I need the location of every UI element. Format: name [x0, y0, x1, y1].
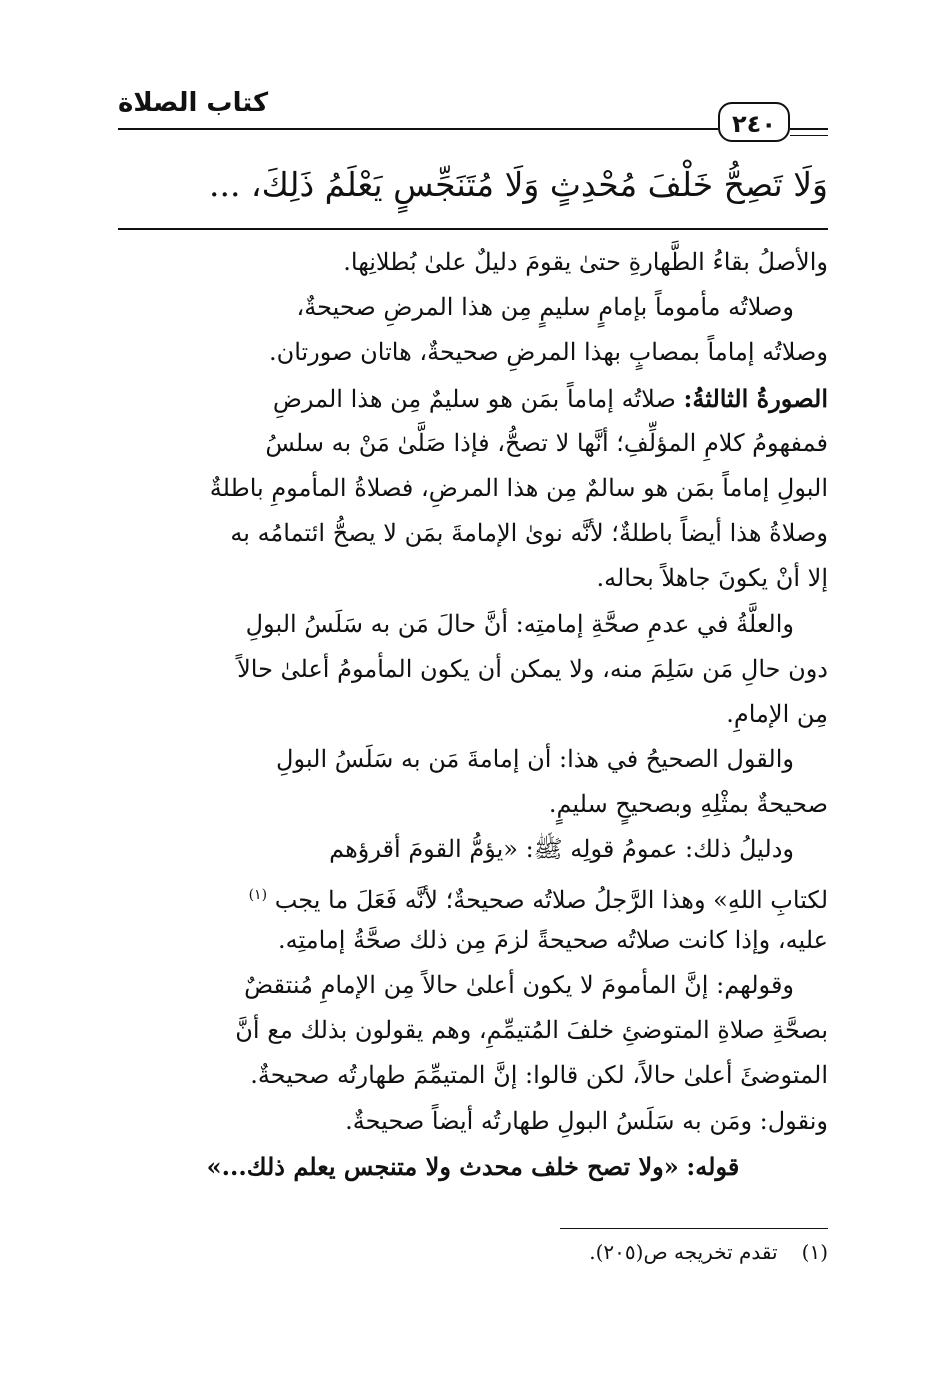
qawluh-quote: «ولا تصح خلف محدث ولا متنجس يعلم ذلك...» [206, 1151, 679, 1181]
body-line: والعلَّةُ في عدمِ صحَّةِ إمامتِه: أنَّ حالَ مَن به سَلَسُ البولِ [245, 609, 794, 638]
qawluh-line [118, 1144, 828, 1189]
third-case-label: الصورةُ الثالثةُ: [683, 383, 828, 413]
body-line: والقول الصحيحُ في هذا: أن إمامةَ مَن به سَلَسُ البولِ [276, 745, 794, 774]
body-line: ودليلُ ذلك: عمومُ قولِه ﷺ: «يؤمُّ القومَ أقرؤهم [329, 835, 794, 864]
body-line: بصحَّةِ صلاةِ المتوضئِ خلفَ المُتيمِّمِ، وهم يقولون بذلك مع أنَّ [235, 1016, 828, 1045]
body-line: وصلاةُ هذا أيضاً باطلةٌ؛ لأنَّه نوىٰ الإمامةَ بمَن لا يصحُّ ائتمامُه به [230, 519, 828, 548]
body-line: والأصلُ بقاءُ الطَّهارةِ حتىٰ يقومَ دليلٌ علىٰ بُطلانِها. [343, 248, 828, 276]
body-line-text: لكتابِ اللهِ» وهذا الرَّجلُ صلاتُه صحيحةٌ؛ لأنَّه فَعَلَ ما يجب [274, 885, 828, 914]
page-number: ٢٤٠ [718, 102, 790, 142]
commentary-body [118, 240, 828, 1189]
body-line: المتوضئَ أعلىٰ حالاً، لكن قالوا: إنَّ المتيمِّمَ طهارتُه صحيحةٌ. [250, 1061, 828, 1090]
header-rule [118, 128, 718, 130]
body-line: دون حالِ مَن سَلِمَ منه، ولا يمكن أن يكون المأمومُ أعلىٰ حالاً [237, 654, 828, 683]
header-rule-right-thin [790, 135, 828, 136]
footnote [400, 1232, 828, 1272]
body-line-text: صلاتُه إماماً بمَن هو سليمٌ مِن هذا المرضِ [272, 384, 676, 413]
body-line: وقولهم: إنَّ المأمومَ لا يكون أعلىٰ حالاً مِن الإمامِ مُنتقضٌ [244, 971, 794, 999]
footnote-text: تقدم تخريجه ص(٢٠٥). [589, 1240, 778, 1264]
body-line: البولِ إماماً بمَن هو سالمٌ مِن هذا المرضِ، فصلاةُ المأمومِ باطلةٌ [209, 473, 828, 502]
body-line: وصلاتُه إماماً بمصابٍ بهذا المرضِ صحيحةٌ، هاتان صورتان. [268, 338, 828, 367]
body-line: صحيحةٌ بمثْلِهِ وبصحيحٍ سليمٍ. [548, 790, 828, 819]
body-line-with-footnote [118, 873, 828, 918]
body-line: وصلاتُه مأموماً بإمامٍ سليمٍ مِن هذا المرضِ صحيحةٌ، [296, 293, 794, 322]
body-line: عليه، وإذا كانت صلاتُه صحيحةً لزمَ مِن ذلك صحَّةُ إمامتِه. [277, 925, 828, 954]
body-line-third-case [118, 376, 828, 421]
page-header [118, 88, 828, 148]
footnote-number: (١) [801, 1240, 828, 1264]
book-title: كتاب الصلاة [118, 88, 269, 118]
body-line: فمفهومُ كلامِ المؤلِّفِ؛ أنَّها لا تصحُّ، فإذا صَلَّىٰ مَنْ به سلسُ [265, 428, 828, 457]
matn-text: وَلَا تَصِحُّ خَلْفَ مُحْدِثٍ وَلَا مُتَنَجِّسٍ يَعْلَمُ ذَلِكَ، ... [208, 165, 828, 204]
header-rule-right [790, 128, 828, 130]
matn-divider [118, 228, 828, 230]
body-line: إلا أنْ يكونَ جاهلاً بحاله. [596, 564, 828, 593]
footnote-divider [560, 1228, 828, 1229]
footnote-reference[interactable]: (١) [248, 886, 268, 903]
body-line: ونقول: ومَن به سَلَسُ البولِ طهارتُه أيضاً صحيحةٌ. [345, 1106, 828, 1135]
qawluh-label: قوله: [686, 1151, 740, 1181]
body-line: مِن الإمامِ. [726, 699, 828, 728]
